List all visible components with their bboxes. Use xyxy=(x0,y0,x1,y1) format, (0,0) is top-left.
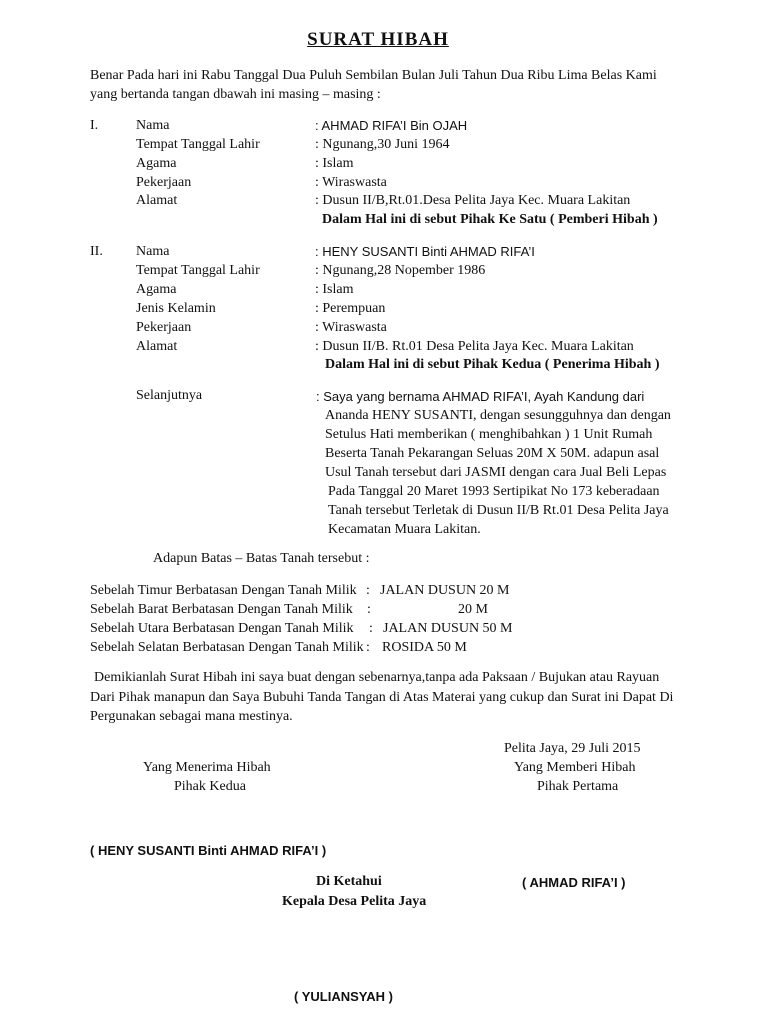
party-1-row-address xyxy=(0,191,760,210)
field-value: : Wiraswasta xyxy=(315,175,387,190)
field-value: : Ngunang,30 Juni 1964 xyxy=(315,137,450,152)
field-label: Nama xyxy=(136,118,170,133)
field-value: : Wiraswasta xyxy=(315,320,387,335)
party-2-row-address xyxy=(0,337,760,356)
party-1-row-birth xyxy=(0,135,760,154)
batas-label: Sebelah Timur Berbatasan Dengan Tanah Milik xyxy=(90,583,357,598)
body-line: Ananda HENY SUSANTI, dengan sesungguhnya dan dengan xyxy=(325,408,671,423)
selanjutnya-text xyxy=(316,387,671,539)
batas-value: JALAN DUSUN 20 M xyxy=(380,583,510,598)
party-1-number: I. xyxy=(90,118,99,133)
field-label: Tempat Tanggal Lahir xyxy=(136,263,260,278)
field-label: Alamat xyxy=(136,339,178,354)
body-line: Setulus Hati memberikan ( menghibahkan ) 1 Unit Rumah xyxy=(325,427,653,442)
batas-label: Sebelah Barat Berbatasan Dengan Tanah Milik xyxy=(90,602,353,617)
place-date: Pelita Jaya, 29 Juli 2015 xyxy=(504,741,641,756)
field-value: : Islam xyxy=(315,156,354,171)
witness-name: ( YULIANSYAH ) xyxy=(294,989,393,1004)
field-label: Jenis Kelamin xyxy=(136,301,216,316)
field-label: Pekerjaan xyxy=(136,320,192,335)
party-1-role: Dalam Hal ini di sebut Pihak Ke Satu ( Pemberi Hibah ) xyxy=(322,212,658,227)
batas-value: JALAN DUSUN 50 M xyxy=(383,621,513,636)
party-2-row-gender xyxy=(0,299,760,318)
field-value: : AHMAD RIFA’I Bin OJAH xyxy=(315,118,468,133)
closing-line-1: Demikianlah Surat Hibah ini saya buat dengan sebenarnya,tanpa ada Paksaan / Bujukan atau Rayuan xyxy=(94,670,660,685)
field-label: Tempat Tanggal Lahir xyxy=(136,137,260,152)
intro-line-2: yang bertanda tangan dbawah ini masing – masing : xyxy=(90,87,381,102)
batas-colon: : xyxy=(366,640,370,655)
field-label: Agama xyxy=(136,156,177,171)
batas-label: Sebelah Utara Berbatasan Dengan Tanah Milik xyxy=(90,621,354,636)
field-value: : Ngunang,28 Nopember 1986 xyxy=(315,263,486,278)
party-1-row-name xyxy=(0,116,760,135)
document-title: SURAT HIBAH xyxy=(307,29,449,50)
batas-label: Sebelah Selatan Berbatasan Dengan Tanah Milik xyxy=(90,640,364,655)
batas-value: ROSIDA 50 M xyxy=(382,640,467,655)
field-label: Agama xyxy=(136,282,177,297)
receiver-party: Pihak Kedua xyxy=(174,779,246,794)
witness-line-2: Kepala Desa Pelita Jaya xyxy=(282,894,427,909)
intro-line-1: Benar Pada hari ini Rabu Tanggal Dua Puluh Sembilan Bulan Juli Tahun Dua Ribu Lima Belas Kami xyxy=(90,68,657,83)
field-value: : Perempuan xyxy=(315,301,386,316)
batas-colon: : xyxy=(366,583,370,598)
witness-line-1: Di Ketahui xyxy=(316,874,382,889)
batas-row-timur xyxy=(90,581,530,600)
party-2-row-job xyxy=(0,318,760,337)
batas-heading: Adapun Batas – Batas Tanah tersebut : xyxy=(153,551,370,566)
field-label: Pekerjaan xyxy=(136,175,192,190)
giver-party: Pihak Pertama xyxy=(537,779,619,794)
batas-row-selatan xyxy=(90,638,530,657)
batas-row-utara xyxy=(90,619,530,638)
field-value: : Dusun II/B. Rt.01 Desa Pelita Jaya Kec. Muara Lakitan xyxy=(315,339,634,354)
body-line: Pada Tanggal 20 Maret 1993 Sertipikat No 173 keberadaan xyxy=(328,484,660,499)
receiver-name: ( HENY SUSANTI Binti AHMAD RIFA’I ) xyxy=(90,843,327,858)
batas-value: 20 M xyxy=(458,602,488,617)
party-1-row-job xyxy=(0,173,760,192)
body-line: Kecamatan Muara Lakitan. xyxy=(328,522,481,537)
party-2-row-religion xyxy=(0,280,760,299)
batas-row-barat xyxy=(90,600,530,619)
field-value: : HENY SUSANTI Binti AHMAD RIFA’I xyxy=(315,244,535,259)
field-label: Alamat xyxy=(136,193,178,208)
party-2-row-birth xyxy=(0,261,760,280)
giver-name: ( AHMAD RIFA’I ) xyxy=(522,875,626,890)
party-2-number: II. xyxy=(90,244,103,259)
party-2-row-name xyxy=(0,242,760,261)
body-line: Beserta Tanah Pekarangan Seluas 20M X 50M. adapun asal xyxy=(325,446,660,461)
selanjutnya-label: Selanjutnya xyxy=(136,388,203,403)
receiver-title: Yang Menerima Hibah xyxy=(143,760,271,775)
body-line: : Saya yang bernama AHMAD RIFA’I, Ayah Kandung dari xyxy=(316,389,645,404)
body-line: Tanah tersebut Terletak di Dusun II/B Rt.01 Desa Pelita Jaya xyxy=(328,503,669,518)
field-label: Nama xyxy=(136,244,170,259)
batas-colon: : xyxy=(369,621,373,636)
field-value: : Islam xyxy=(315,282,354,297)
party-1-row-religion xyxy=(0,154,760,173)
body-line: Usul Tanah tersebut dari JASMI dengan cara Jual Beli Lepas xyxy=(325,465,667,480)
closing-line-3: Pergunakan sebagai mana mestinya. xyxy=(90,709,293,724)
batas-colon: : xyxy=(367,602,371,617)
field-value: : Dusun II/B,Rt.01.Desa Pelita Jaya Kec. Muara Lakitan xyxy=(315,193,631,208)
closing-line-2: Dari Pihak manapun dan Saya Bubuhi Tanda Tangan di Atas Materai yang cukup dan Surat ini Dapat Di xyxy=(90,690,674,705)
giver-title: Yang Memberi Hibah xyxy=(514,760,636,775)
party-2-role: Dalam Hal ini di sebut Pihak Kedua ( Penerima Hibah ) xyxy=(325,357,660,372)
